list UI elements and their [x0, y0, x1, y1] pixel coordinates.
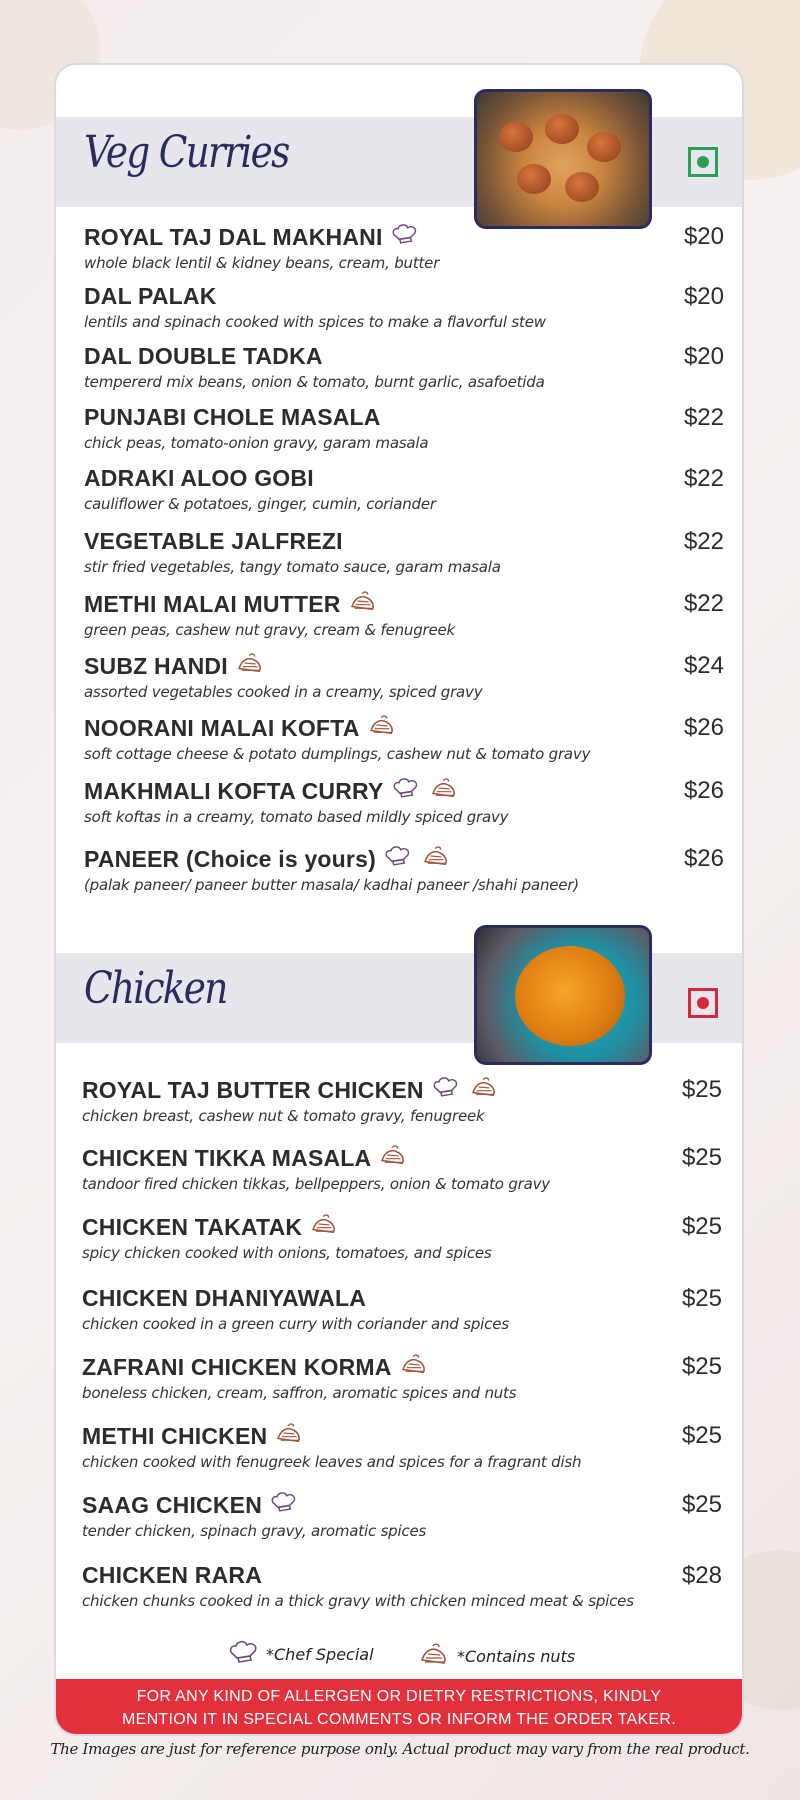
- veg-menu-item: [84, 777, 724, 826]
- non-veg-indicator-icon: [688, 988, 718, 1018]
- item-name-text: ADRAKI ALOO GOBI: [84, 465, 314, 491]
- veg-indicator-icon: [688, 147, 718, 177]
- item-price: $22: [683, 528, 724, 555]
- item-description: spicy chicken cooked with onions, tomatoes, and spices: [82, 1244, 492, 1262]
- nuts-icon: [422, 845, 452, 873]
- allergen-line-1: FOR ANY KIND OF ALLERGEN OR DIETRY RESTRICTIONS, KINDLY: [136, 1688, 662, 1705]
- veg-menu-item: [84, 590, 724, 639]
- item-description: cauliflower & potatoes, ginger, cumin, coriander: [84, 495, 436, 513]
- item-description: chick peas, tomato-onion gravy, garam masala: [84, 434, 429, 452]
- item-description: boneless chicken, cream, saffron, aromatic spices and nuts: [82, 1384, 517, 1402]
- veg-menu-item: [84, 528, 724, 576]
- veg-section-title: Veg Curries: [84, 127, 289, 178]
- item-name: [82, 1422, 305, 1450]
- item-description: green peas, cashew nut gravy, cream & fenugreek: [84, 621, 456, 639]
- item-price: $22: [683, 590, 724, 617]
- item-price: $25: [681, 1213, 722, 1240]
- item-price: $25: [681, 1076, 722, 1103]
- nuts-icon: [310, 1213, 340, 1241]
- item-name-text: CHICKEN TAKATAK: [82, 1213, 303, 1240]
- item-name-text: DAL DOUBLE TADKA: [84, 343, 323, 369]
- item-price: $24: [683, 652, 724, 679]
- item-price: $25: [681, 1422, 722, 1449]
- item-name: [84, 652, 266, 680]
- chicken-menu-item: [82, 1144, 722, 1193]
- item-name-text: ROYAL TAJ BUTTER CHICKEN: [82, 1076, 424, 1103]
- item-name-text: NOORANI MALAI KOFTA: [84, 714, 360, 741]
- item-name: [82, 1076, 500, 1104]
- item-description: tandoor fired chicken tikkas, bellpeppers, onion & tomato gravy: [82, 1175, 550, 1193]
- chef-hat-icon: [391, 223, 421, 251]
- item-description: soft koftas in a creamy, tomato based mildly spiced gravy: [84, 808, 509, 826]
- chef-hat-icon: [384, 845, 414, 873]
- veg-menu-item: [84, 714, 724, 763]
- item-price: $20: [683, 223, 724, 250]
- item-price: $20: [683, 343, 724, 370]
- item-description: tempererd mix beans, onion & tomato, burnt garlic, asafoetida: [84, 373, 545, 391]
- chef-hat-icon: [432, 1076, 462, 1104]
- menu-card: [54, 63, 744, 1736]
- veg-menu-item: [84, 343, 724, 391]
- item-description: (palak paneer/ paneer butter masala/ kadhai paneer /shahi paneer): [84, 876, 579, 894]
- item-name: [82, 1562, 262, 1589]
- item-name: [84, 714, 398, 742]
- item-price: $25: [681, 1491, 722, 1518]
- item-price: $26: [683, 714, 724, 741]
- item-price: $26: [683, 845, 724, 872]
- item-name-text: METHI MALAI MUTTER: [84, 590, 341, 617]
- legend-contains-nuts: [419, 1642, 575, 1670]
- item-name: [84, 223, 421, 251]
- veg-menu-item: [84, 652, 724, 701]
- item-name-text: SAAG CHICKEN: [82, 1491, 263, 1518]
- item-name-text: ROYAL TAJ DAL MAKHANI: [84, 223, 383, 250]
- item-name-text: CHICKEN TIKKA MASALA: [82, 1144, 372, 1171]
- item-description: chicken chunks cooked in a thick gravy with chicken minced meat & spices: [82, 1592, 634, 1610]
- item-description: chicken cooked in a green curry with coriander and spices: [82, 1315, 509, 1333]
- item-price: $28: [681, 1562, 722, 1589]
- legend-chef-label: *Chef Special: [266, 1644, 374, 1664]
- item-name: [84, 404, 381, 431]
- chicken-curry-photo: [474, 925, 652, 1065]
- item-price: $25: [681, 1144, 722, 1171]
- chicken-menu-item: [82, 1562, 722, 1610]
- legend-nuts-label: *Contains nuts: [457, 1646, 576, 1666]
- chicken-menu-item: [82, 1353, 722, 1402]
- item-name: [84, 528, 343, 555]
- item-name-text: DAL PALAK: [84, 283, 217, 309]
- chef-hat-icon: [270, 1491, 300, 1519]
- item-name-text: CHICKEN RARA: [82, 1562, 263, 1588]
- item-name-text: PUNJABI CHOLE MASALA: [84, 404, 381, 430]
- item-description: lentils and spinach cooked with spices to make a flavorful stew: [84, 313, 546, 331]
- veg-menu-item: [84, 223, 724, 272]
- chicken-section-title: Chicken: [84, 963, 227, 1014]
- nuts-icon: [368, 714, 398, 742]
- veg-menu-item: [84, 465, 724, 513]
- item-price: $20: [683, 283, 724, 310]
- item-description: stir fried vegetables, tangy tomato sauce, garam masala: [84, 558, 501, 576]
- item-name-text: VEGETABLE JALFREZI: [84, 528, 343, 554]
- chicken-menu-item: [82, 1213, 722, 1262]
- item-name-text: ZAFRANI CHICKEN KORMA: [82, 1353, 392, 1380]
- nuts-icon: [379, 1144, 409, 1172]
- item-price: $25: [681, 1353, 722, 1380]
- chef-hat-icon: [392, 777, 422, 805]
- item-description: chicken breast, cashew nut & tomato gravy, fenugreek: [82, 1107, 485, 1125]
- item-name: [84, 777, 460, 805]
- item-name-text: SUBZ HANDI: [84, 652, 228, 679]
- chicken-menu-item: [82, 1422, 722, 1471]
- item-description: chicken cooked with fenugreek leaves and spices for a fragrant dish: [82, 1453, 582, 1471]
- item-name: [84, 343, 323, 370]
- item-price: $22: [683, 465, 724, 492]
- item-name: [84, 590, 379, 618]
- veg-menu-item: [84, 845, 724, 894]
- item-description: tender chicken, spinach gravy, aromatic spices: [82, 1522, 427, 1540]
- item-name-text: MAKHMALI KOFTA CURRY: [84, 777, 384, 804]
- legend-chef-special: [228, 1640, 374, 1668]
- item-name-text: CHICKEN DHANIYAWALA: [82, 1285, 367, 1311]
- veg-menu-item: [84, 404, 724, 452]
- veg-curry-photo: [474, 89, 652, 229]
- item-name: [82, 1144, 409, 1172]
- allergen-notice: [56, 1679, 742, 1736]
- item-name: [84, 283, 217, 310]
- item-price: $22: [683, 404, 724, 431]
- nuts-icon: [236, 652, 266, 680]
- item-description: assorted vegetables cooked in a creamy, spiced gravy: [84, 683, 483, 701]
- nuts-icon: [400, 1353, 430, 1381]
- chef-hat-icon: [228, 1640, 262, 1668]
- item-name: [82, 1353, 430, 1381]
- chicken-menu-item: [82, 1491, 722, 1540]
- item-name-text: PANEER (Choice is yours): [84, 845, 376, 872]
- veg-menu-item: [84, 283, 724, 331]
- item-name: [84, 465, 314, 492]
- nuts-icon: [470, 1076, 500, 1104]
- item-name-text: METHI CHICKEN: [82, 1422, 268, 1449]
- legend: [56, 1640, 742, 1672]
- item-name: [82, 1491, 300, 1519]
- chicken-menu-item: [82, 1285, 722, 1333]
- item-name: [82, 1285, 366, 1312]
- item-price: $25: [681, 1285, 722, 1312]
- item-description: whole black lentil & kidney beans, cream, butter: [84, 254, 440, 272]
- item-price: $26: [683, 777, 724, 804]
- item-description: soft cottage cheese & potato dumplings, cashew nut & tomato gravy: [84, 745, 591, 763]
- image-disclaimer: The Images are just for reference purpose only. Actual product may vary from the real product.: [50, 1740, 750, 1758]
- nuts-icon: [349, 590, 379, 618]
- item-name: [82, 1213, 340, 1241]
- item-name: [84, 845, 452, 873]
- nuts-icon: [419, 1642, 451, 1670]
- allergen-line-2: MENTION IT IN SPECIAL COMMENTS OR INFORM THE ORDER TAKER.: [121, 1711, 677, 1728]
- nuts-icon: [275, 1422, 305, 1450]
- nuts-icon: [430, 777, 460, 805]
- chicken-menu-item: [82, 1076, 722, 1125]
